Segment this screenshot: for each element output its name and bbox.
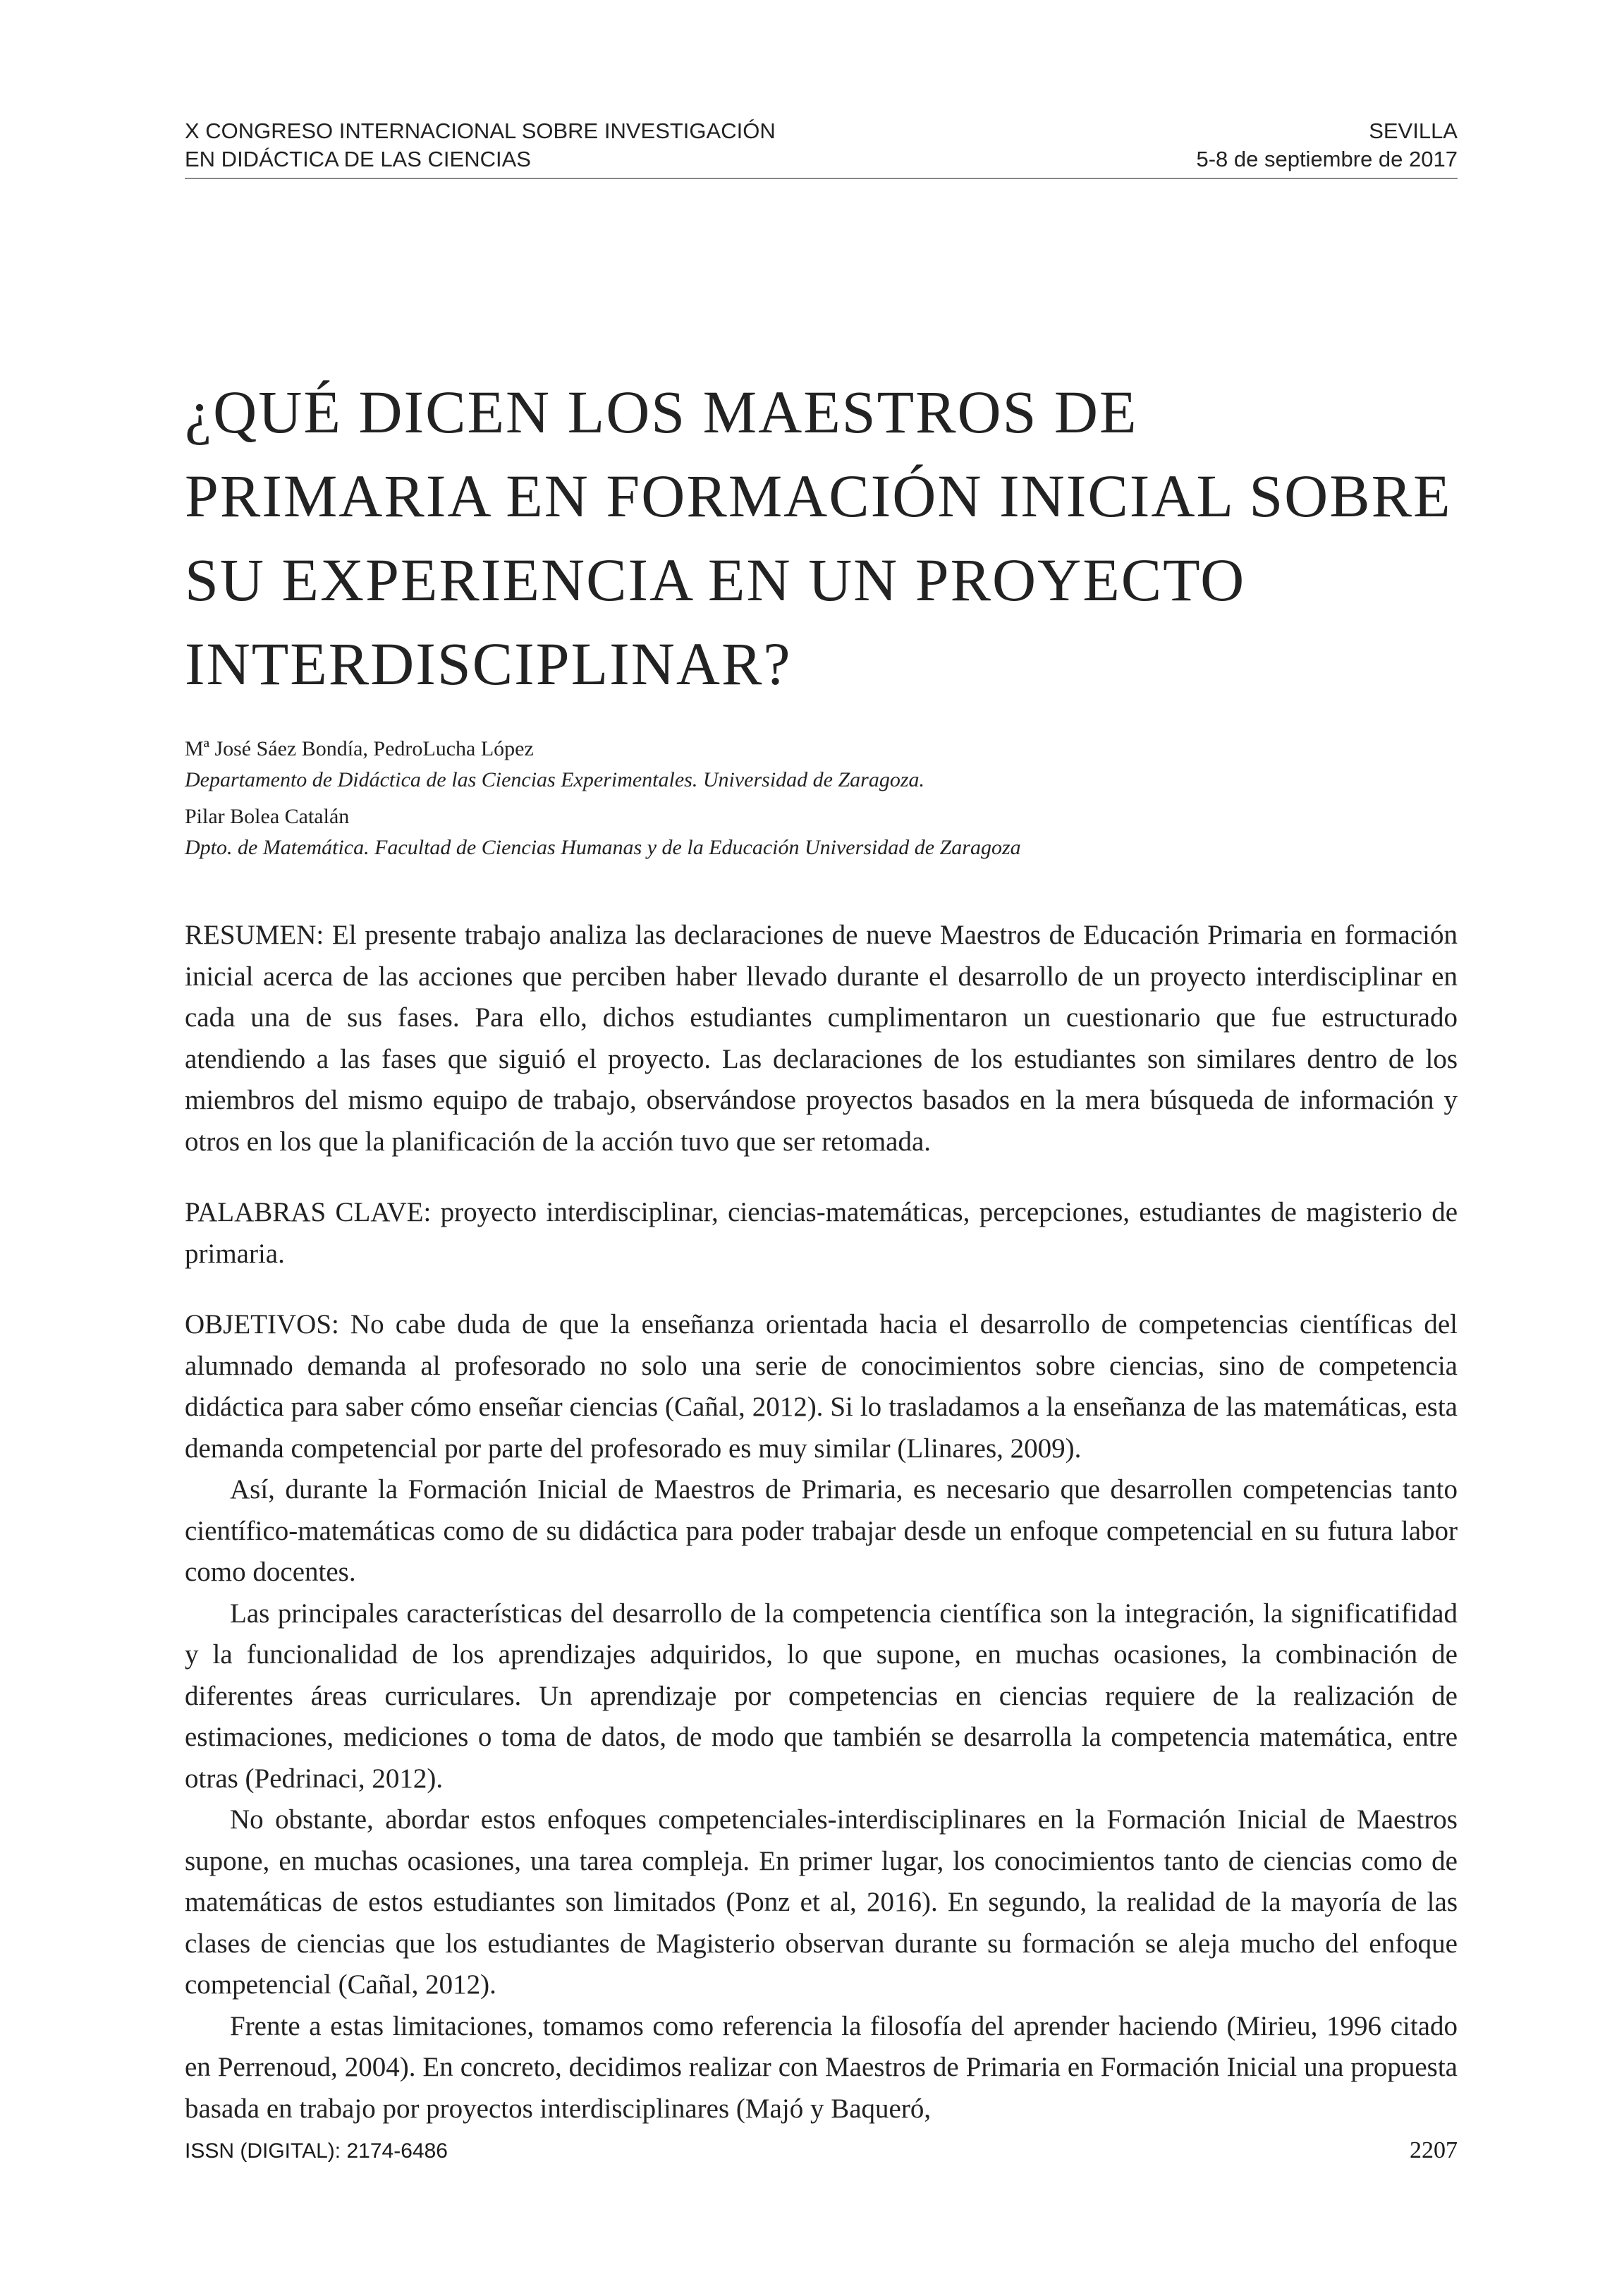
author-names: Mª José Sáez Bondía, PedroLucha López (185, 737, 534, 760)
keywords-label: PALABRAS CLAVE: (185, 1197, 432, 1227)
main-text (185, 915, 1458, 2129)
conference-name: X CONGRESO INTERNACIONAL SOBRE INVESTIGACIÓN EN DIDÁCTICA DE LAS CIENCIAS (185, 119, 776, 171)
objectives-paragraph: OBJETIVOS: No cabe duda de que la enseñanza orientada hacia el desarrollo de competencias científicas del alumnado demanda al profesorado no solo una serie de conocimientos sobre ciencias, sino de competencia didáctica para saber cómo enseñar ciencias (Cañal, 2012). Si lo trasladamos a la enseñanza de las matemáticas, esta demanda competencial por parte del profesorado es muy similar (Llinares, 2009). (185, 1309, 1458, 1464)
conference-location-date: SEVILLA 5-8 de septiembre de 2017 (1196, 119, 1458, 171)
author-affiliation: Dpto. de Matemática. Facultad de Ciencias Humanas y de la Educación Universidad de Zaragoza (185, 836, 1021, 859)
author-affiliation: Departamento de Didáctica de las Ciencias Experimentales. Universidad de Zaragoza. (185, 768, 925, 791)
keywords: PALABRAS CLAVE: proyecto interdisciplinar, ciencias-matemáticas, percepciones, estudiantes de magisterio de primaria. (185, 1197, 1458, 1269)
page-footer (185, 2137, 1458, 2164)
page-number: 2207 (1410, 2137, 1458, 2163)
abstract: RESUMEN: El presente trabajo analiza las declaraciones de nueve Maestros de Educación Primaria en formación inicial acerca de las acciones que perciben haber llevado durante el desarrollo de un proyecto interdisciplinar en cada una de sus fases. Para ello, dichos estudiantes cumplimentaron un cuestionario que fue estructurado atendiendo a las fases que siguió el proyecto. Las declaraciones de los estudiantes son similares dentro de los miembros del mismo equipo de trabajo, observándose proyectos basados en la mera búsqueda de información y otros en los que la planificación de la acción tuvo que ser retomada. (185, 920, 1458, 1157)
authors-block (185, 734, 1021, 863)
body-paragraph: Así, durante la Formación Inicial de Maestros de Primaria, es necesario que desarrollen competencias tanto científico-matemáticas como de su didáctica para poder trabajar desde un enfoque competencial en su futura labor como docentes. (185, 1474, 1458, 1587)
body-paragraph: No obstante, abordar estos enfoques competenciales-interdisciplinares en la Formación Inicial de Maestros supone, en muchas ocasiones, una tarea compleja. En primer lugar, los conocimientos tanto de ciencias como de matemáticas de estos estudiantes son limitados (Ponz et al, 2016). En segundo, la realidad de la mayoría de las clases de ciencias que los estudiantes de Magisterio observan durante su formación se aleja mucho del enfoque competencial (Cañal, 2012). (185, 1804, 1458, 2000)
body-paragraph: Las principales características del desarrollo de la competencia científica son la integración, la significatifidad y la funcionalidad de los aprendizajes adquiridos, lo que supone, en muchas ocasiones, la combinación de diferentes áreas curriculares. Un aprendizaje por competencias en ciencias requiere de la realización de estimaciones, mediciones o toma de datos, de modo que también se desarrolla la competencia matemática, entre otras (Pedrinaci, 2012). (185, 1598, 1458, 1794)
issn: ISSN (DIGITAL): 2174-6486 (185, 2139, 448, 2163)
paper-title: ¿QUÉ DICEN LOS MAESTROS DE PRIMARIA EN FORMACIÓN INICIAL SOBRE SU EXPERIENCIA EN UN PROYECTO INTERDISCIPLINAR? (185, 378, 1452, 698)
author-names: Pilar Bolea Catalán (185, 805, 350, 828)
body-paragraph: Frente a estas limitaciones, tomamos como referencia la filosofía del aprender haciendo (Mirieu, 1996 citado en Perrenoud, 2004). En concreto, decidimos realizar con Maestros de Primaria en Formación Inicial una propuesta basada en trabajo por proyectos interdisciplinares (Majó y Baqueró, (185, 2010, 1458, 2124)
running-header (185, 117, 1458, 179)
objectives-label: OBJETIVOS: (185, 1309, 339, 1339)
abstract-label: RESUMEN: (185, 920, 324, 950)
